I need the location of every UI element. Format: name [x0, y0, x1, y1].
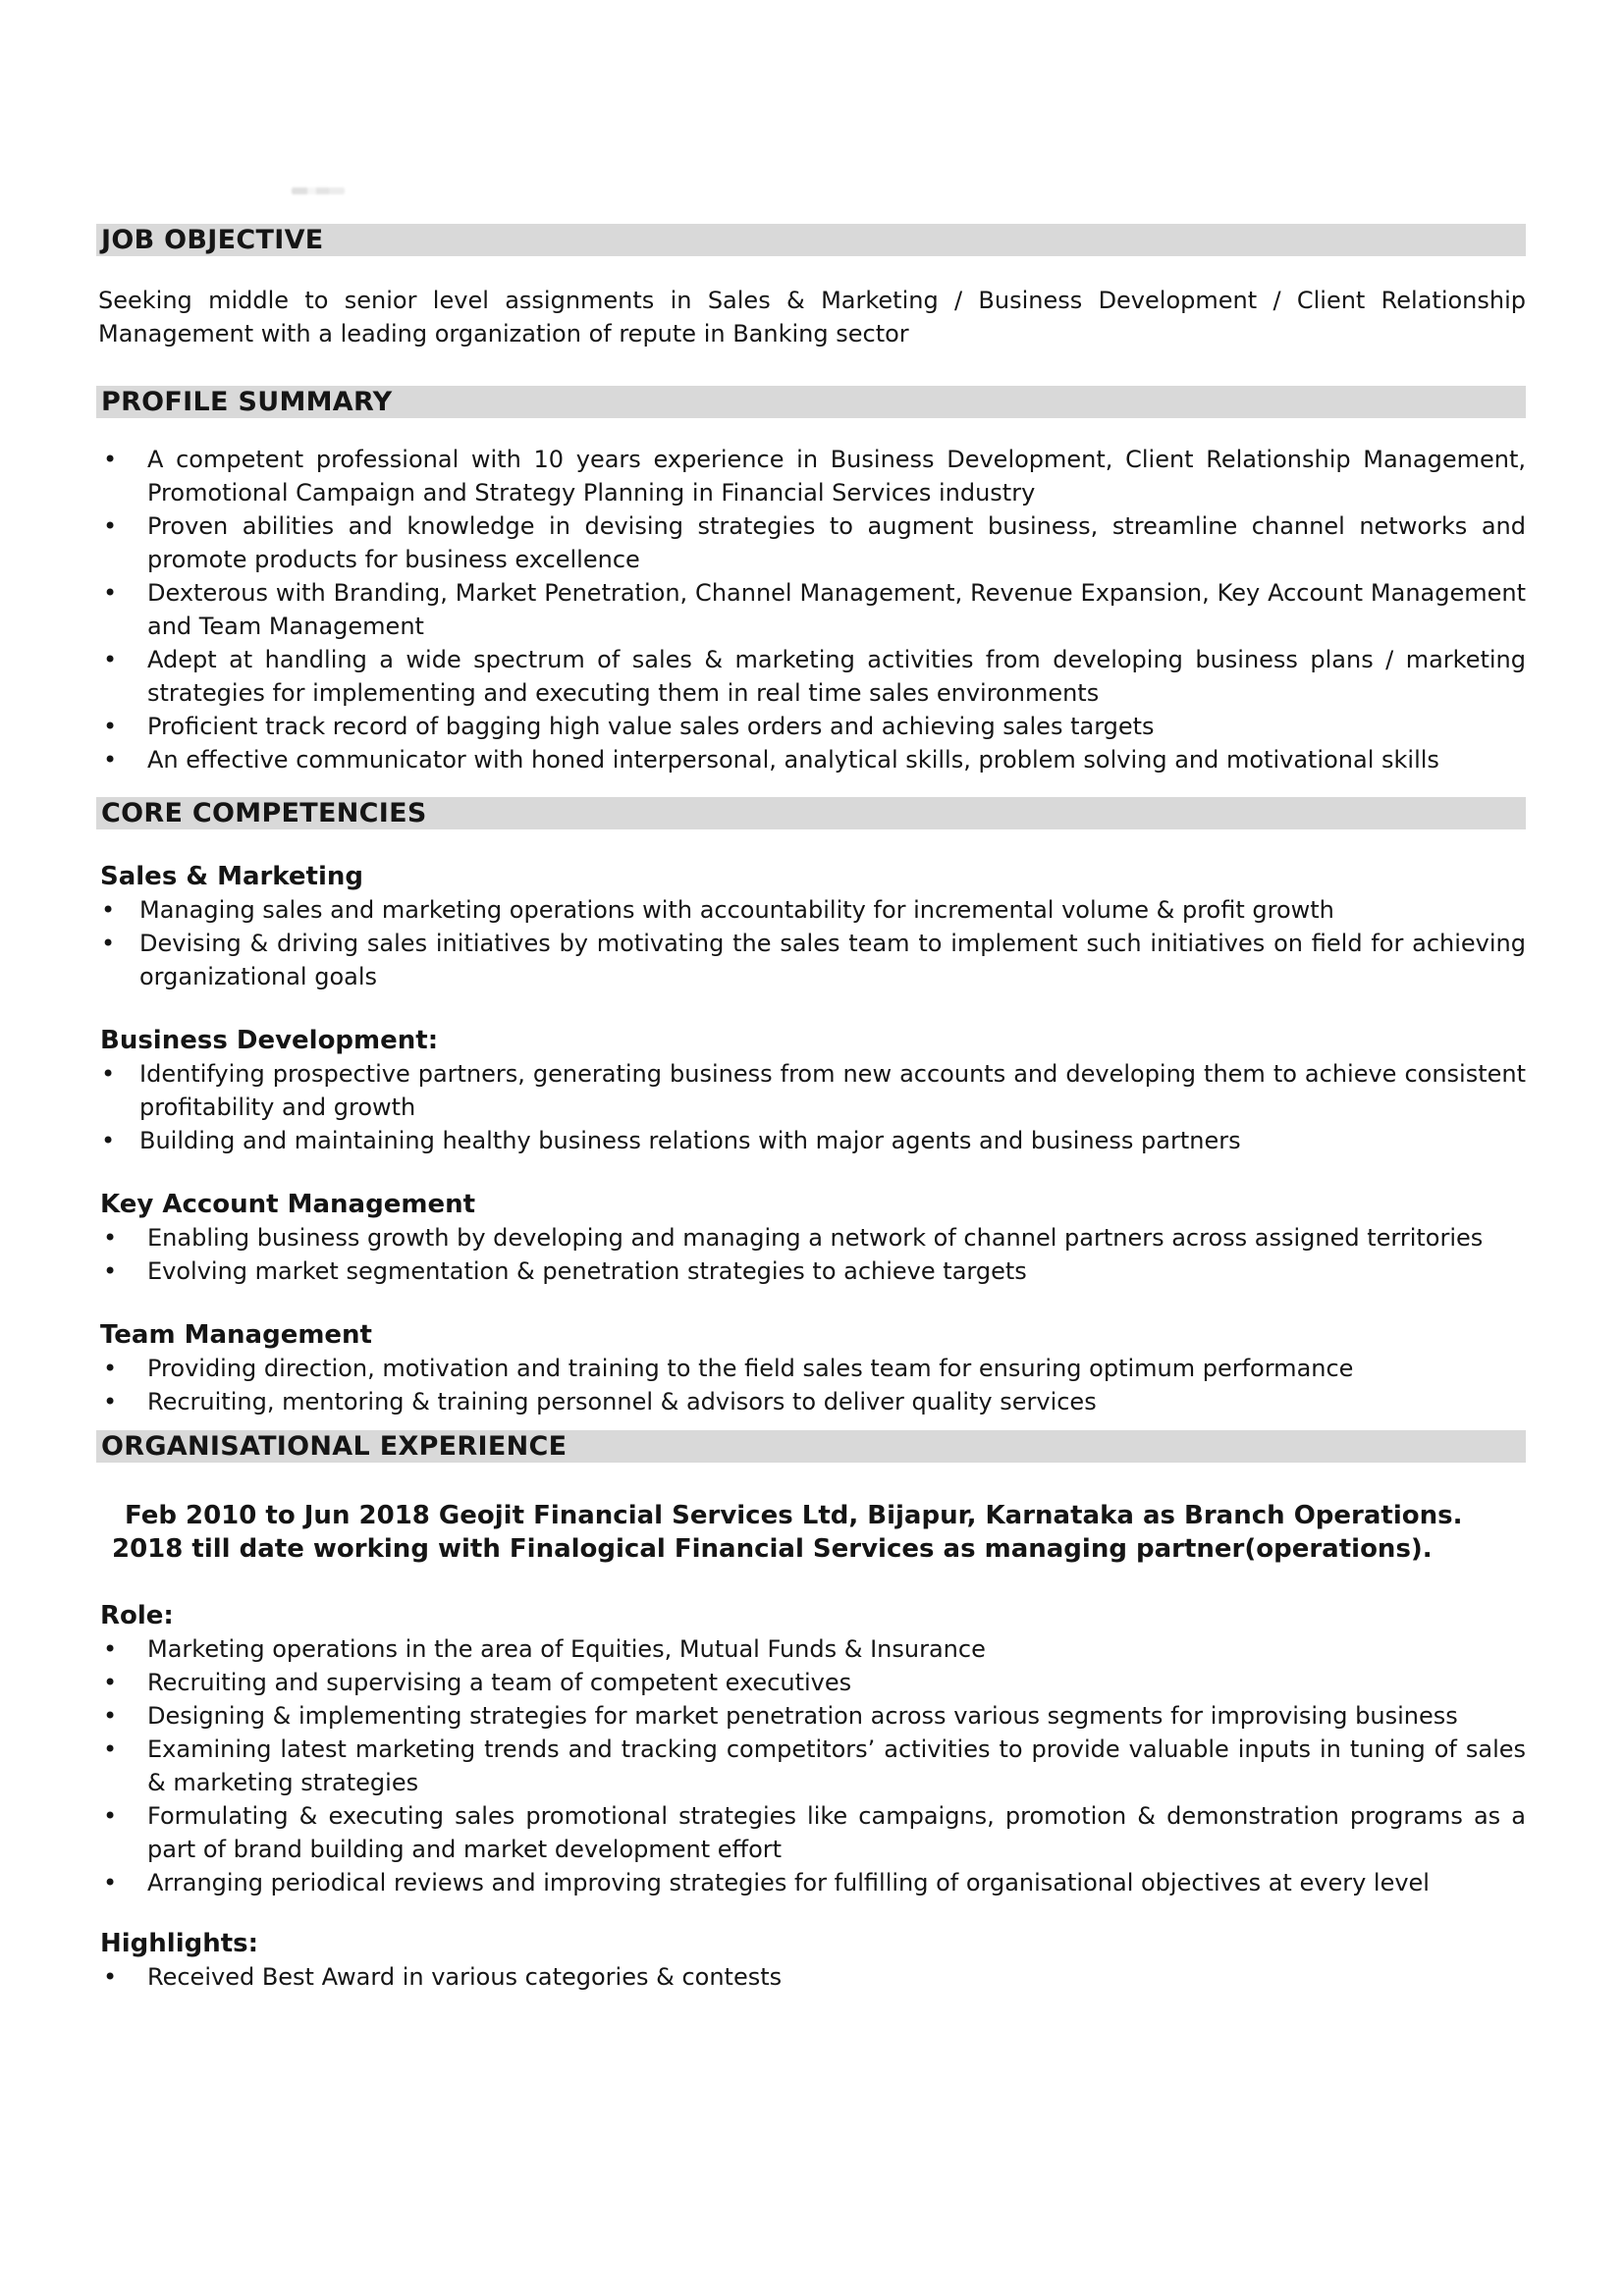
competency-group-title: Sales & Marketing [100, 862, 363, 891]
employment-tenure-line: Feb 2010 to Jun 2018 Geojit Financial Services Ltd, Bijapur, Karnataka as Branch Operations. [125, 1501, 1463, 1530]
list-item: • Identifying prospective partners, generating business from new accounts and developing them to achieve consistent profitability and growth [96, 1057, 1526, 1124]
list-item: • Formulating & executing sales promotional strategies like campaigns, promotion & demonstration programs as a part of brand building and market development effort [96, 1799, 1526, 1866]
job-objective-text: Seeking middle to senior level assignments in Sales & Marketing / Business Development / Client Relationship Management with a leading organization of repute in Banking sector [98, 287, 1526, 347]
list-item: • Marketing operations in the area of Equities, Mutual Funds & Insurance [96, 1632, 1526, 1666]
competency-group-title: Team Management [100, 1320, 372, 1350]
role-title: Role: [100, 1601, 174, 1630]
profile-summary-list [96, 443, 1526, 776]
section-header-label: CORE COMPETENCIES [101, 798, 427, 828]
highlights-list [96, 1960, 1526, 1994]
list-item: • Building and maintaining healthy business relations with major agents and business partners [96, 1124, 1526, 1157]
competency-group-title: Business Development: [100, 1026, 439, 1055]
competency-group-business-development [96, 1024, 1526, 1157]
competency-list [96, 893, 1526, 993]
competency-group-title: Key Account Management [100, 1190, 476, 1219]
list-item: • Evolving market segmentation & penetration strategies to achieve targets [96, 1255, 1526, 1288]
section-header-label: PROFILE SUMMARY [101, 387, 393, 417]
list-item: • Enabling business growth by developing and managing a network of channel partners across assigned territories [96, 1221, 1526, 1255]
list-item: • Received Best Award in various categories & contests [96, 1960, 1526, 1994]
list-item: • Adept at handling a wide spectrum of sales & marketing activities from developing business plans / marketing strategies for implementing and executing them in real time sales environments [96, 643, 1526, 710]
list-item: • Designing & implementing strategies for market penetration across various segments for improvising business [96, 1699, 1526, 1733]
list-item: • A competent professional with 10 years experience in Business Development, Client Relationship Management, Promotional Campaign and Strategy Planning in Financial Services industry [96, 443, 1526, 509]
list-item: • Recruiting and supervising a team of competent executives [96, 1666, 1526, 1699]
section-header-label: ORGANISATIONAL EXPERIENCE [101, 1431, 568, 1462]
competency-group-key-account-management [96, 1188, 1526, 1288]
competency-list [96, 1057, 1526, 1157]
highlights-title: Highlights: [100, 1929, 259, 1958]
list-item: • Managing sales and marketing operations with accountability for incremental volume & profit growth [96, 893, 1526, 927]
list-item: • Dexterous with Branding, Market Penetration, Channel Management, Revenue Expansion, Key Account Management and Team Management [96, 576, 1526, 643]
list-item: • Arranging periodical reviews and improving strategies for fulfilling of organisational objectives at every level [96, 1866, 1526, 1899]
competency-list [96, 1352, 1526, 1418]
scan-artifact-mark [292, 187, 345, 194]
list-item: • Examining latest marketing trends and tracking competitors’ activities to provide valuable inputs in tuning of sales & marketing strategies [96, 1733, 1526, 1799]
competency-group-sales-marketing [96, 860, 1526, 993]
competency-list [96, 1221, 1526, 1288]
list-item: • Proficient track record of bagging high value sales orders and achieving sales targets [96, 710, 1526, 743]
employment-tenure-line: 2018 till date working with Finalogical Financial Services as managing partner(operations). [112, 1534, 1433, 1564]
role-list [96, 1632, 1526, 1899]
list-item: • Devising & driving sales initiatives by motivating the sales team to implement such initiatives on field for achieving organizational goals [96, 927, 1526, 993]
list-item: • Proven abilities and knowledge in devising strategies to augment business, streamline channel networks and promote products for business excellence [96, 509, 1526, 576]
list-item: • Recruiting, mentoring & training personnel & advisors to deliver quality services [96, 1385, 1526, 1418]
list-item: • Providing direction, motivation and training to the field sales team for ensuring optimum performance [96, 1352, 1526, 1385]
section-header-core-competencies [96, 797, 1526, 829]
section-header-job-objective [96, 224, 1526, 256]
section-header-organisational-experience [96, 1430, 1526, 1463]
list-item: • An effective communicator with honed interpersonal, analytical skills, problem solving and motivational skills [96, 743, 1526, 776]
section-header-profile-summary [96, 386, 1526, 418]
competency-group-team-management [96, 1318, 1526, 1418]
section-header-label: JOB OBJECTIVE [101, 225, 324, 255]
